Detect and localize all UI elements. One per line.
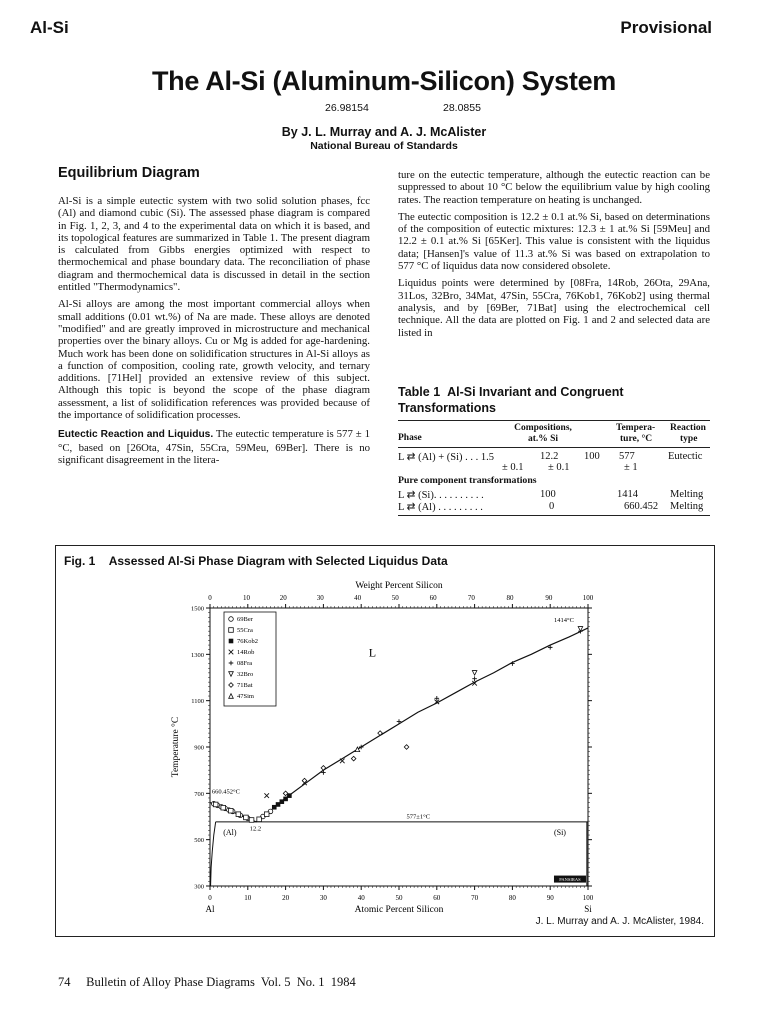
cell-phase: L ⇄ (Si). . . . . . . . . . (398, 490, 484, 501)
wt-tick-label: 40 (354, 594, 362, 602)
data-point-55Cra (257, 817, 262, 822)
data-point-55Cra (249, 818, 254, 823)
y-tick-label: 300 (194, 883, 204, 891)
col-header-rtype2: type (680, 434, 698, 444)
cell-rtype: Melting (670, 501, 704, 512)
figure-number: Fig. 1 (64, 554, 96, 568)
x2-axis-label: Weight Percent Silicon (355, 581, 443, 591)
col-header-compositions: Compositions, (514, 423, 572, 433)
eutectic-temp-label: 577±1°C (406, 813, 431, 821)
col-header-temp: Tempera- (616, 423, 656, 433)
cell-temp: 1414 (617, 489, 638, 500)
data-point-55Cra (236, 812, 241, 817)
si-phase-label: (Si) (553, 828, 566, 838)
x-tick-label: 40 (357, 894, 365, 902)
legend-label: 08Fra (237, 660, 253, 667)
right-box-label: PANSIRAS (559, 877, 581, 883)
data-point-55Cra (244, 815, 249, 820)
right-column (398, 169, 710, 339)
table-row (398, 448, 710, 472)
cell-rtype: Eutectic (668, 451, 703, 462)
paragraph: Liquidus points were determined by [08Fra, 14Rob, 26Ota, 29Ana, 31Los, 32Bro, 34Mat, 47Sin, 55Cra, 76Kob1, 76Kob2] using thermal analysis, and by [69Ber, 71Bat] using the electrochemical cell technique. All the data are plotted on Fig. 1 and 2 and selected data are listed in (398, 277, 710, 339)
legend-label: 55Cra (237, 627, 253, 634)
legend-label: 69Ber (237, 616, 253, 623)
wt-tick-label: 100 (582, 594, 594, 602)
x-end-label-left: Al (205, 904, 215, 914)
legend-label: 47Sim (237, 693, 254, 700)
y-tick-label: 700 (194, 790, 204, 798)
page-footer: 74 Bulletin of Alloy Phase Diagrams Vol. 5 No. 1 1984 (58, 975, 356, 989)
data-point-55Cra (228, 808, 233, 813)
x-tick-label: 20 (282, 894, 290, 902)
x-tick-label: 50 (395, 894, 403, 902)
x-tick-label: 30 (319, 894, 327, 902)
al-solvus-curve (211, 822, 216, 886)
subhead-text: Pure component transformations (398, 475, 537, 486)
eutectic-comp-label: 12.2 (249, 825, 262, 833)
cell-rtype: Melting (670, 489, 704, 500)
cell-comp3: 100 (584, 451, 600, 462)
y-tick-label: 1300 (191, 651, 204, 659)
col-header-rtype: Reaction (670, 423, 706, 433)
section-heading: Equilibrium Diagram (58, 165, 200, 181)
wt-tick-label: 0 (208, 594, 212, 602)
legend-label: 32Bro (237, 671, 254, 678)
cell-phase: L ⇄ (Al) . . . . . . . . . (398, 502, 483, 513)
table-subheading (398, 472, 710, 488)
x-tick-label: 0 (208, 894, 212, 902)
cell-temp-err: ± 1 (624, 462, 638, 473)
cell-err1: ± 0.1 (502, 462, 524, 473)
x-tick-label: 80 (508, 894, 516, 902)
wt-tick-label: 60 (429, 594, 437, 602)
data-point-08Fra (472, 676, 477, 681)
data-point-55Cra (264, 812, 269, 817)
data-point-71Bat (351, 756, 356, 761)
chart-legend (224, 612, 276, 706)
legend-marker-69Ber (229, 617, 234, 622)
x-tick-label: 100 (582, 894, 594, 902)
x-end-label-right: Si (584, 904, 592, 914)
x-tick-label: 60 (433, 894, 441, 902)
col-header-at-si: at.% Si (527, 434, 559, 444)
paragraph: ture on the eutectic temperature, although the eutectic reaction can be suppressed to about 10 °C below the equilibrium value by high cooling rates. The reaction temperature on heating is unchanged. (398, 169, 710, 206)
data-point-55Cra (213, 802, 218, 807)
table-header (398, 421, 710, 448)
run-in-heading: Eutectic Reaction and Liquidus. (58, 429, 214, 441)
data-point-55Cra (221, 805, 226, 810)
x-tick-label: 90 (546, 894, 554, 902)
wt-tick-label: 10 (242, 594, 250, 602)
cell-temp: 660.452 (624, 501, 659, 512)
al-melting-label: 660.452°C (211, 788, 240, 796)
paragraph (58, 428, 370, 466)
table-number: Table 1 (398, 385, 441, 399)
cell-comp2: 0 (549, 501, 555, 512)
wt-tick-label: 20 (279, 594, 287, 602)
data-point-76Kob2 (287, 793, 292, 798)
y-tick-label: 1500 (191, 605, 204, 613)
col-header-phase: Phase (398, 433, 422, 443)
wt-tick-label: 50 (391, 594, 399, 602)
y-tick-label: 500 (194, 837, 204, 845)
table-caption (398, 384, 710, 416)
atomic-weight-al: 26.98154 (325, 102, 369, 114)
running-head-right: Provisional (620, 18, 712, 37)
data-point-71Bat (404, 745, 409, 750)
wt-tick-label: 90 (545, 594, 553, 602)
cell-err2: ± 0.1 (548, 462, 570, 473)
phase-diagram-chart (160, 578, 620, 918)
legend-marker-55Cra (229, 628, 234, 633)
wt-tick-label: 80 (506, 594, 514, 602)
y-tick-label: 900 (194, 744, 204, 752)
legend-label: 76Kob2 (237, 638, 258, 645)
legend-label: 14Rob (237, 649, 255, 656)
data-point-32Bro (472, 671, 477, 676)
running-head-left: Al-Si (30, 18, 69, 37)
figure-title: Assessed Al-Si Phase Diagram with Selected Liquidus Data (108, 554, 448, 568)
si-melting-label: 1414°C (553, 616, 574, 624)
legend-marker-76Kob2 (229, 639, 234, 644)
col-header-temp2: ture, °C (620, 434, 653, 444)
wt-tick-label: 70 (467, 594, 475, 602)
table-row (398, 501, 710, 516)
y-axis-label: Temperature °C (171, 716, 181, 778)
table-1 (398, 420, 710, 516)
table-row (398, 488, 710, 501)
x-tick-label: 10 (244, 894, 252, 902)
figure-caption (64, 554, 448, 568)
paragraph-text: The eutectic temperature is 577 ± 1 °C, based on [26Ota, 47Sin, 55Cra, 59Meu, 69Ber]. There is no significant disagreement in the litera- (58, 428, 370, 466)
al-phase-label: (Al) (223, 828, 237, 838)
paragraph: Al-Si is a simple eutectic system with two solid solution phases, fcc (Al) and diamond cubic (Si). The assessed phase diagram is compared in Fig. 1, 2, 3, and 4 to the experimental data on which it is based, and its topological features are summarized in Table 1. The present diagram is calculated from Gibbs energies optimized with respect to thermochemical and phase boundary data. The reconciliation of phase diagram and thermochemical data is discussed in detail in the section entitled "Thermodynamics". (58, 195, 370, 294)
cell-comp2: 100 (540, 489, 556, 500)
data-point-14Rob (264, 793, 269, 798)
cell-temp: 577 (619, 451, 635, 462)
cell-comp2: 12.2 (540, 451, 559, 462)
paper-title: The Al-Si (Aluminum-Silicon) System (151, 66, 617, 96)
y-tick-label: 1100 (191, 698, 204, 706)
x-tick-label: 70 (471, 894, 479, 902)
x-axis-label: Atomic Percent Silicon (354, 905, 444, 915)
liquid-region-label: L (368, 645, 377, 660)
wt-tick-label: 30 (316, 594, 324, 602)
paragraph: The eutectic composition is 12.2 ± 0.1 at.% Si, based on determinations of the composition of eutectic mixtures: 12.3 ± 1 at.% Si [59Meu] and 12.2 ± 0.1 at.% Si [65Ker]. This value is consistent with the liquidus data; [Hansen]'s value of 11.3 at.% Si was based on extrapolation to 577 °C of liquidus data now considered obsolete. (398, 210, 710, 273)
affiliation: National Bureau of Standards (310, 140, 458, 152)
legend-label: 71Bat (237, 682, 253, 689)
paragraph: Al-Si alloys are among the most important commercial alloys when small additions (0.01 wt.%) of Na are made. These alloys are denoted "modified" and are greatly improved in microstructure and mechanical properties over the binary alloys. Cu or Mg is added for age-hardening. Much work has been done on solidification structures in Al-Si alloys as a function of composition, cooling rate, growth velocity, and ternary additions. [71Hel] provided an extensive review of this subject. Although this topic is beyond the scope of the phase diagram assessment, a list of solidification references was provided because of the importance of solidification processes. (58, 298, 370, 422)
atomic-weight-si: 28.0855 (443, 102, 481, 114)
table-title: Al-Si Invariant and Congruent Transformations (398, 385, 624, 415)
figure-credit: J. L. Murray and A. J. McAlister, 1984. (535, 916, 704, 927)
data-point-14Rob (340, 759, 345, 764)
cell-phase: L ⇄ (Al) + (Si) . . . 1.5 (398, 452, 494, 463)
left-column (58, 195, 370, 466)
authors: By J. L. Murray and A. J. McAlister (281, 125, 487, 139)
